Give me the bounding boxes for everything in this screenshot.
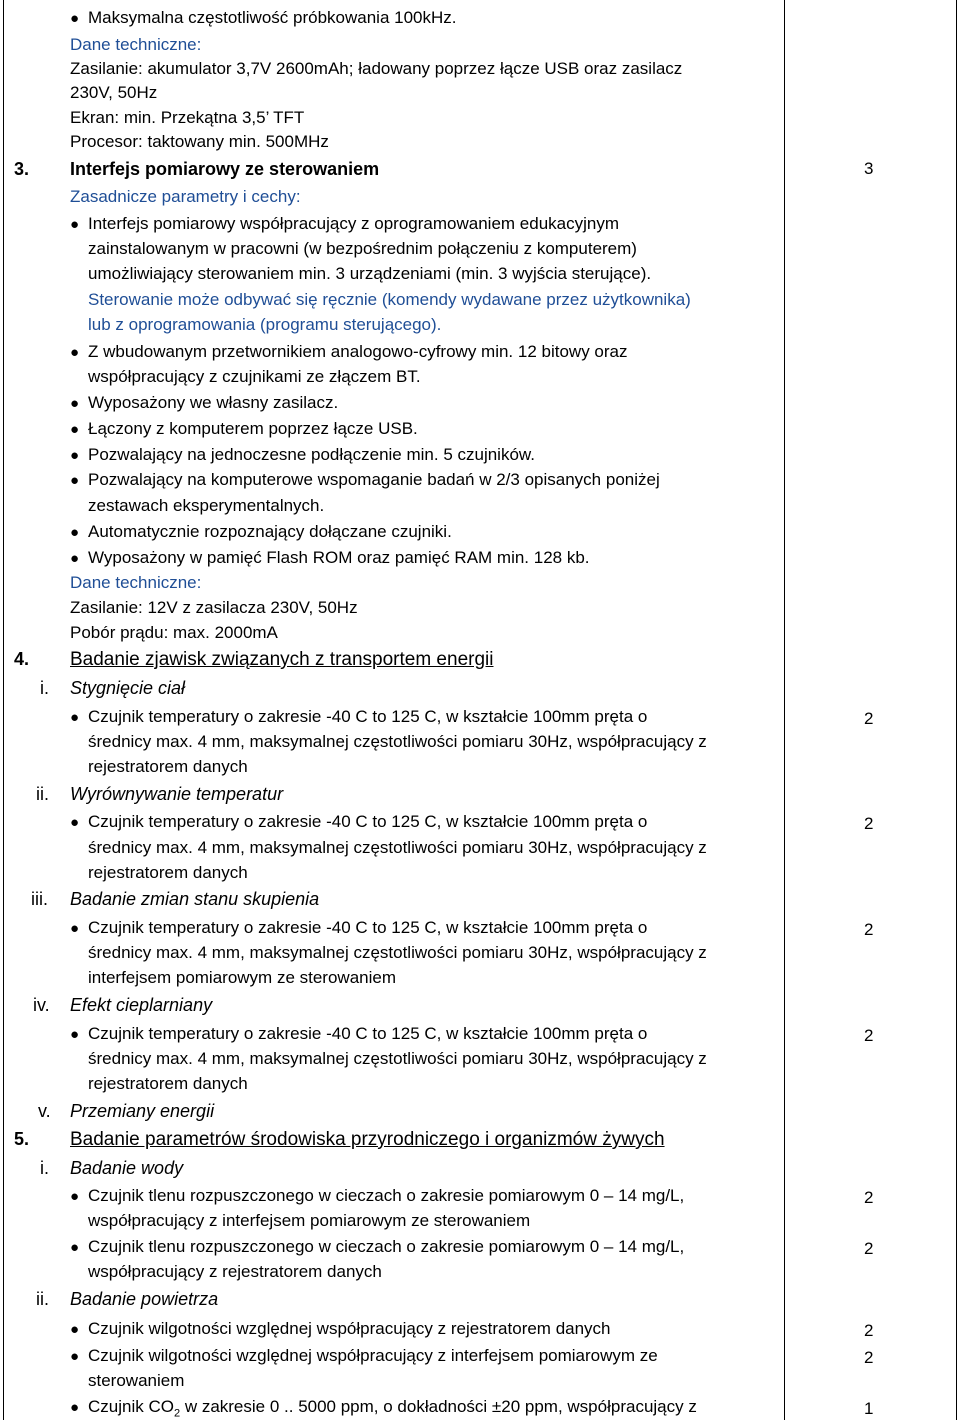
text-line: Z wbudowanym przetwornikiem analogowo-cyfrowy min. 12 bitowy oraz: [88, 342, 628, 361]
text-line: średnicy max. 4 mm, maksymalnej częstotliwości pomiaru 30Hz, współpracujący z: [88, 732, 707, 751]
bullet-icon: ●: [70, 1399, 80, 1416]
subsection-number: i.: [40, 678, 49, 698]
quantity: 1: [864, 1399, 874, 1418]
bullet-icon: ●: [70, 472, 80, 489]
text-line: 230V, 50Hz: [70, 83, 158, 102]
section-label: Dane techniczne:: [70, 573, 202, 592]
text-line: lub z oprogramowania (programu sterującego).: [88, 315, 442, 334]
text-line: Czujnik temperatury o zakresie -40 C to 125 C, w kształcie 100mm pręta o: [88, 918, 648, 937]
section-title: Badanie zjawisk związanych z transportem energii: [70, 649, 494, 670]
text-line: Sterowanie może odbywać się ręcznie (komendy wydawane przez użytkownika): [88, 290, 691, 309]
bullet-icon: ●: [70, 524, 80, 541]
bullet-icon: ●: [70, 709, 80, 726]
text-line: Czujnik wilgotności względnej współpracujący z rejestratorem danych: [88, 1319, 611, 1338]
section-number: 4.: [14, 649, 30, 669]
subsection-title: Badanie zmian stanu skupienia: [70, 889, 320, 909]
text-line: Czujnik temperatury o zakresie -40 C to 125 C, w kształcie 100mm pręta o: [88, 1024, 648, 1043]
text-line: Maksymalna częstotliwość próbkowania 100kHz.: [88, 8, 457, 27]
text-line: Czujnik tlenu rozpuszczonego w cieczach o zakresie pomiarowym 0 – 14 mg/L,: [88, 1237, 685, 1256]
text-line: współpracujący z rejestratorem danych: [88, 1262, 382, 1281]
text-line: Czujnik temperatury o zakresie -40 C to 125 C, w kształcie 100mm pręta o: [88, 707, 648, 726]
text-line: Czujnik wilgotności względnej współpracujący z interfejsem pomiarowym ze: [88, 1346, 658, 1365]
co2-subscript: 2: [173, 1407, 181, 1420]
text-line: rejestratorem danych: [88, 863, 248, 882]
bullet-icon: ●: [70, 1348, 80, 1365]
quantity: 2: [864, 920, 874, 939]
section-number: 3.: [14, 159, 30, 179]
text-line: współpracujący z czujnikami ze złączem BT.: [88, 367, 421, 386]
subsection-number: iii.: [31, 889, 48, 909]
text-line: średnicy max. 4 mm, maksymalnej częstotliwości pomiaru 30Hz, współpracujący z: [88, 838, 707, 857]
subsection-number: ii.: [36, 1289, 49, 1309]
bullet-icon: ●: [70, 814, 80, 831]
text-line: zestawach eksperymentalnych.: [88, 496, 325, 515]
section-title: Badanie parametrów środowiska przyrodniczego i organizmów żywych: [70, 1129, 665, 1150]
text-line: Interfejs pomiarowy współpracujący z oprogramowaniem edukacyjnym: [88, 214, 620, 233]
text-line: Wyposażony w pamięć Flash ROM oraz pamięć RAM min. 128 kb.: [88, 548, 590, 567]
quantity: 2: [864, 1026, 874, 1045]
text-line: Ekran: min. Przekątna 3,5’ TFT: [70, 108, 305, 127]
table-border-column: [784, 0, 785, 1420]
quantity: 2: [864, 1321, 874, 1340]
table-border-left: [3, 0, 4, 1420]
section-label: Zasadnicze parametry i cechy:: [70, 187, 301, 206]
text-line: Zasilanie: 12V z zasilacza 230V, 50Hz: [70, 598, 358, 617]
text-line: zainstalowanym w pracowni (w bezpośrednim połączeniu z komputerem): [88, 239, 637, 258]
text-line: Pobór prądu: max. 2000mA: [70, 623, 278, 642]
text-line: współpracujący z interfejsem pomiarowym ze sterowaniem: [88, 1211, 531, 1230]
section-title: Interfejs pomiarowy ze sterowaniem: [70, 159, 380, 179]
quantity: 2: [864, 1188, 874, 1207]
text-line: Czujnik tlenu rozpuszczonego w cieczach o zakresie pomiarowym 0 – 14 mg/L,: [88, 1186, 685, 1205]
subsection-number: ii.: [36, 784, 49, 804]
text-line: sterowaniem: [88, 1371, 185, 1390]
subsection-number: v.: [38, 1101, 51, 1121]
quantity: 2: [864, 1348, 874, 1367]
table-border-right: [956, 0, 957, 1420]
quantity: 2: [864, 814, 874, 833]
quantity: 2: [864, 1239, 874, 1258]
bullet-icon: ●: [70, 447, 80, 464]
text-line: Pozwalający na komputerowe wspomaganie badań w 2/3 opisanych poniżej: [88, 470, 660, 489]
text-line: interfejsem pomiarowym ze sterowaniem: [88, 968, 396, 987]
text-line: Procesor: taktowany min. 500MHz: [70, 132, 329, 151]
text-line: [88, 1398, 697, 1419]
bullet-icon: ●: [70, 10, 80, 27]
bullet-icon: ●: [70, 1026, 80, 1043]
subsection-number: i.: [40, 1158, 49, 1178]
bullet-icon: ●: [70, 1321, 80, 1338]
quantity: 3: [864, 159, 874, 178]
text-line: umożliwiający sterowaniem min. 3 urządzeniami (min. 3 wyjścia sterujące).: [88, 264, 652, 283]
co2-prefix: Czujnik CO: [88, 1397, 174, 1416]
text-line: Zasilanie: akumulator 3,7V 2600mAh; ładowany poprzez łącze USB oraz zasilacz: [70, 59, 683, 78]
bullet-icon: ●: [70, 1188, 80, 1205]
text-line: rejestratorem danych: [88, 1074, 248, 1093]
section-number: 5.: [14, 1129, 30, 1149]
bullet-icon: ●: [70, 395, 80, 412]
bullet-icon: ●: [70, 421, 80, 438]
text-line: Automatycznie rozpoznający dołączane czujniki.: [88, 522, 452, 541]
section-label: Dane techniczne:: [70, 35, 202, 54]
text-line: Wyposażony we własny zasilacz.: [88, 393, 339, 412]
text-line: średnicy max. 4 mm, maksymalnej częstotliwości pomiaru 30Hz, współpracujący z: [88, 943, 707, 962]
subsection-number: iv.: [33, 995, 50, 1015]
bullet-icon: ●: [70, 216, 80, 233]
text-line: Czujnik temperatury o zakresie -40 C to 125 C, w kształcie 100mm pręta o: [88, 812, 648, 831]
co2-suffix: w zakresie 0 .. 5000 ppm, o dokładności ±20 ppm, współpracujący z: [180, 1397, 697, 1416]
quantity: 2: [864, 709, 874, 728]
bullet-icon: ●: [70, 550, 80, 567]
text-line: rejestratorem danych: [88, 757, 248, 776]
text-line: średnicy max. 4 mm, maksymalnej częstotliwości pomiaru 30Hz, współpracujący z: [88, 1049, 707, 1068]
subsection-title: Efekt cieplarniany: [70, 995, 213, 1015]
text-line: Łączony z komputerem poprzez łącze USB.: [88, 419, 418, 438]
subsection-title: Badanie wody: [70, 1158, 184, 1178]
text-line: Pozwalający na jednoczesne podłączenie min. 5 czujników.: [88, 445, 535, 464]
subsection-title: Badanie powietrza: [70, 1289, 219, 1309]
bullet-icon: ●: [70, 920, 80, 937]
bullet-icon: ●: [70, 344, 80, 361]
subsection-title: Stygnięcie ciał: [70, 678, 186, 698]
subsection-title: Wyrównywanie temperatur: [70, 784, 284, 804]
subsection-title: Przemiany energii: [70, 1101, 215, 1121]
bullet-icon: ●: [70, 1239, 80, 1256]
